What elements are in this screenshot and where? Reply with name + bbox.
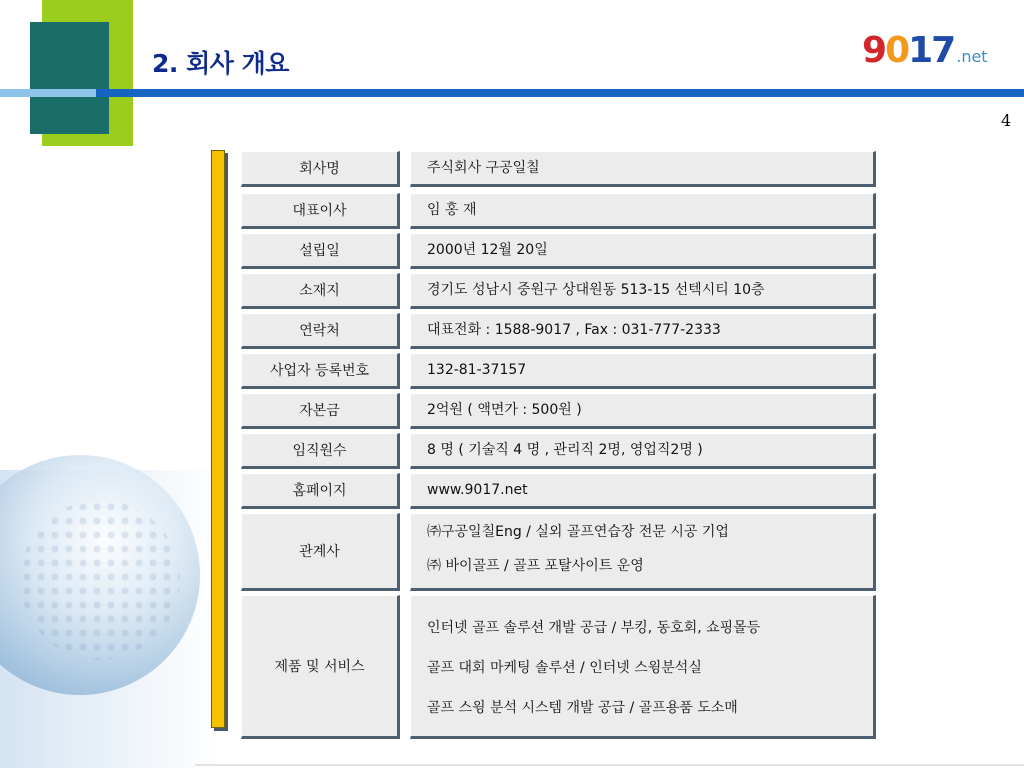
logo-digit-9: 9 [862,30,886,71]
table-value-cell [410,513,876,591]
table-value-line: 대표전화 : 1588-9017 , Fax : 031-777-2333 [427,322,721,338]
table-label-cell: 대표이사 [241,193,400,229]
table-value-line: 2억원 ( 액면가 : 500원 ) [427,402,582,418]
table-value-cell [410,393,876,429]
header-rule [0,89,1024,97]
table-value-line: 2000년 12월 20일 [427,242,548,258]
table-value-cell [410,233,876,269]
table-label-cell: 관계사 [241,513,400,591]
table-label-cell: 사업자 등록번호 [241,353,400,389]
table-label-cell: 회사명 [241,151,400,187]
company-logo [862,30,988,71]
table-label-cell: 설립일 [241,233,400,269]
header-decoration-teal [30,22,109,134]
table-value-line: ㈜ 바이골프 / 골프 포탈사이트 운영 [427,558,644,574]
table-label-cell: 소재지 [241,273,400,309]
table-label-cell: 연락처 [241,313,400,349]
table-value-line: 8 명 ( 기술직 4 명 , 관리직 2명, 영업직2명 ) [427,442,703,458]
logo-suffix-net: .net [956,47,988,66]
table-value-cell [410,353,876,389]
table-value-cell [410,313,876,349]
table-label-cell: 홈페이지 [241,473,400,509]
table-value-cell [410,473,876,509]
golf-ball-dimples [20,500,180,660]
table-value-line: 경기도 성남시 중원구 상대원동 513-15 선텍시티 10층 [427,282,765,298]
table-accent-bar [211,150,225,728]
header-rule-accent [0,89,96,97]
page-number: 4 [1001,111,1012,130]
table-label-cell: 임직원수 [241,433,400,469]
table-value-line: 골프 대회 마케팅 솔루션 / 인터넷 스윙분석실 [427,660,702,676]
table-value-cell [410,193,876,229]
table-value-line: 임 홍 재 [427,202,477,218]
table-value-line: www.9017.net [427,482,528,498]
table-value-cell [410,595,876,739]
table-value-cell [410,273,876,309]
logo-digit-0: 0 [885,30,909,71]
table-value-line: ㈜구공일칠Eng / 실외 골프연습장 전문 시공 기업 [427,524,729,540]
table-value-cell [410,151,876,187]
table-value-line: 골프 스윙 분석 시스템 개발 공급 / 골프용품 도소매 [427,700,738,716]
table-value-cell [410,433,876,469]
table-label-cell: 자본금 [241,393,400,429]
footer-rule [195,764,1024,766]
table-value-line: 132-81-37157 [427,362,527,378]
table-label-cell: 제품 및 서비스 [241,595,400,739]
table-value-line: 인터넷 골프 솔루션 개발 공급 / 부킹, 동호회, 쇼핑몰등 [427,620,761,636]
page-title: 2. 회사 개요 [152,49,289,78]
logo-digits-17: 17 [908,30,955,71]
table-value-line: 주식회사 구공일칠 [427,160,540,176]
